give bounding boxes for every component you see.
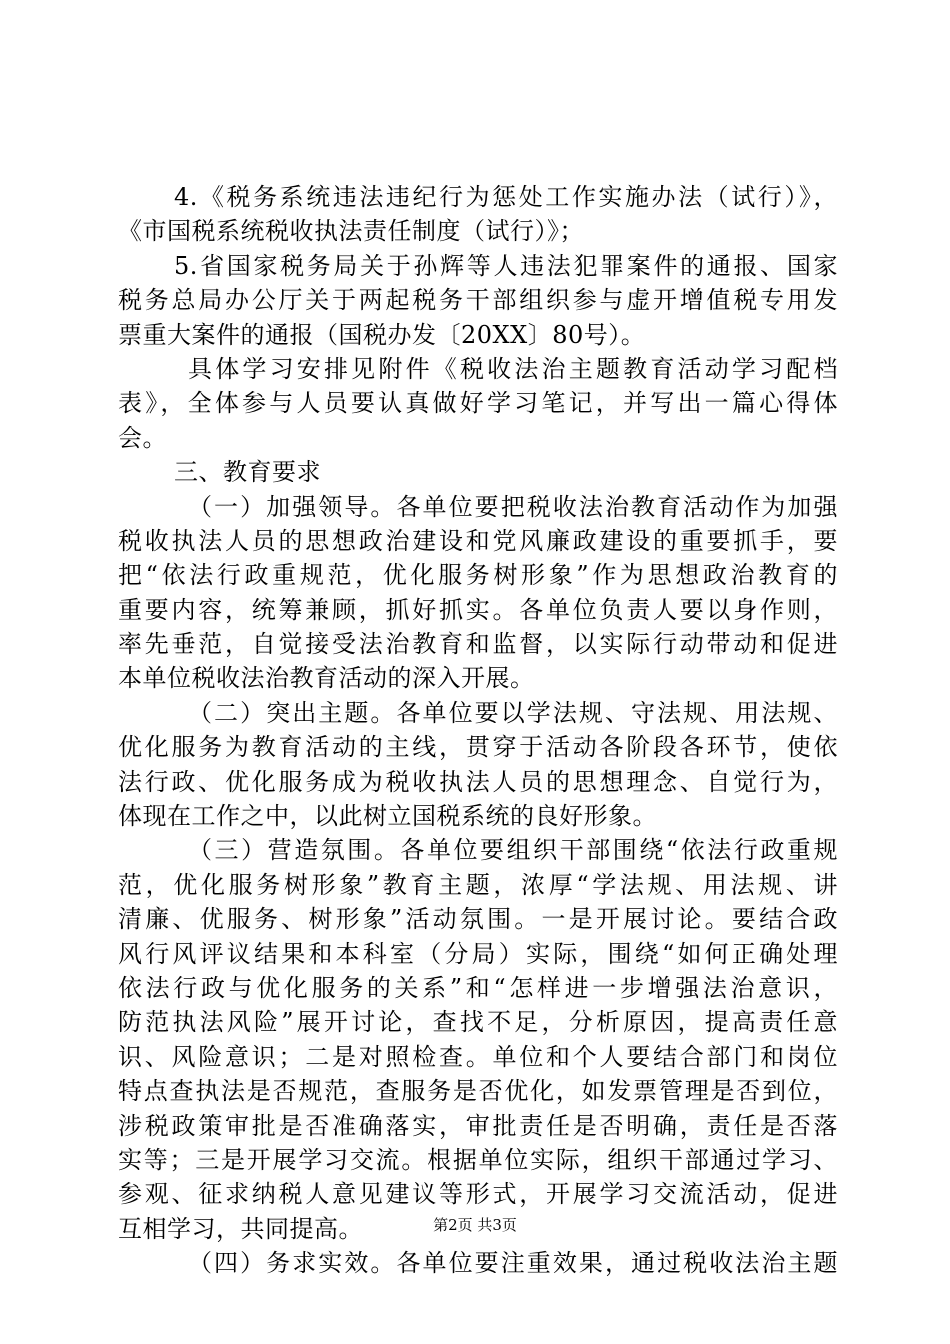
- text-line: 体现在工作之中，以此树立国税系统的良好形象。: [118, 802, 657, 831]
- text-line: 税收执法人员的思想政治建设和党风廉政建设的重要抓手，要: [118, 526, 838, 555]
- text-line: 4.《税务系统违法违纪行为惩处工作实施办法（试行）》，: [174, 183, 838, 211]
- text-line: （一）加强领导。各单位要把税收法治教育活动作为加强: [188, 492, 838, 521]
- text-line: 5.省国家税务局关于孙辉等人违法犯罪案件的通报、国家: [174, 251, 838, 280]
- text-line: 参观、征求纳税人意见建议等形式，开展学习交流活动，促进: [118, 1180, 838, 1209]
- text-line: （二）突出主题。各单位要以学法规、守法规、用法规、: [188, 698, 838, 727]
- text-line: 清廉、优服务、树形象”活动氛围。一是开展讨论。要结合政: [118, 905, 838, 934]
- text-line: 票重大案件的通报（国税办发〔20XX〕80号）。: [118, 320, 646, 349]
- text-line: 防范执法风险”展开讨论，查找不足，分析原因，提高责任意: [118, 1008, 838, 1037]
- text-line: 《市国税系统税收执法责任制度（试行）》；: [118, 217, 584, 246]
- text-line: 涉税政策审批是否准确落实，审批责任是否明确，责任是否落: [118, 1111, 838, 1140]
- text-line: 范，优化服务树形象”教育主题，浓厚“学法规、用法规、讲: [118, 870, 838, 899]
- text-line: 把“依法行政重规范，优化服务树形象”作为思想政治教育的: [118, 561, 838, 590]
- text-line: （三）营造氛围。各单位要组织干部围绕“依法行政重规: [188, 836, 838, 865]
- text-line: 特点查执法是否规范，查服务是否优化，如发票管理是否到位，: [118, 1077, 838, 1106]
- text-line: 表》，全体参与人员要认真做好学习笔记，并写出一篇心得体: [118, 389, 838, 418]
- text-line: 优化服务为教育活动的主线，贯穿于活动各阶段各环节，使依: [118, 733, 838, 762]
- text-line: 识、风险意识；二是对照检查。单位和个人要结合部门和岗位: [118, 1042, 838, 1071]
- text-line: 本单位税收法治教育活动的深入开展。: [118, 664, 535, 693]
- text-line: 依法行政与优化服务的关系”和“怎样进一步增强法治意识，: [118, 973, 838, 1002]
- text-line: 税务总局办公厅关于两起税务干部组织参与虚开增值税专用发: [118, 286, 838, 315]
- page-footer: 第2页 共3页: [433, 1216, 517, 1234]
- text-line: 实等；三是开展学习交流。根据单位实际，组织干部通过学习、: [118, 1145, 838, 1174]
- text-line: 具体学习安排见附件《税收法治主题教育活动学习配档: [188, 354, 838, 383]
- text-line: （四）务求实效。各单位要注重效果，通过税收法治主题: [188, 1249, 838, 1278]
- text-line: 重要内容，统筹兼顾，抓好抓实。各单位负责人要以身作则，: [118, 595, 838, 624]
- text-line: 会。: [118, 423, 167, 452]
- document-body: [118, 180, 838, 1281]
- text-line: 法行政、优化服务成为税收执法人员的思想理念、自觉行为，: [118, 767, 838, 796]
- text-line: 风行风评议结果和本科室（分局）实际，围绕“如何正确处理: [118, 939, 838, 968]
- text-line: 互相学习，共同提高。: [118, 1214, 363, 1243]
- section-heading: 三、教育要求: [174, 458, 321, 487]
- text-line: 率先垂范，自觉接受法治教育和监督，以实际行动带动和促进: [118, 630, 838, 659]
